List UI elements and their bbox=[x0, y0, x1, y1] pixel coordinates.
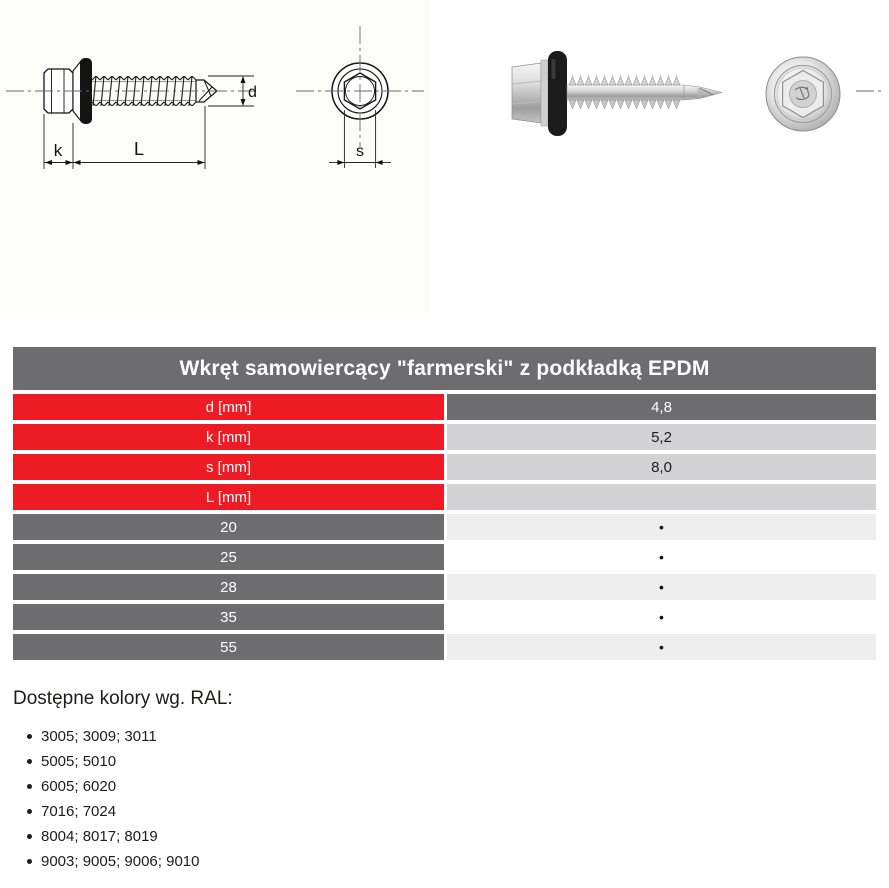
bullet-icon bbox=[27, 759, 32, 764]
spec-value-cell bbox=[447, 484, 876, 510]
colors-section bbox=[13, 688, 889, 871]
ral-codes: 6005; 6020 bbox=[41, 778, 117, 795]
ral-codes: 9003; 9005; 9006; 9010 bbox=[41, 853, 200, 870]
bullet-icon bbox=[27, 809, 32, 814]
availability-cell: • bbox=[447, 634, 876, 660]
length-row bbox=[13, 604, 876, 630]
spec-value-cell: 8,0 bbox=[447, 454, 876, 480]
availability-cell: • bbox=[447, 544, 876, 570]
length-label-cell: 35 bbox=[13, 604, 444, 630]
length-row bbox=[13, 514, 876, 540]
ral-colors-list bbox=[27, 728, 889, 871]
list-item bbox=[27, 753, 889, 771]
spec-value-cell: 5,2 bbox=[447, 424, 876, 450]
spec-row bbox=[13, 454, 876, 480]
spec-row bbox=[13, 484, 876, 510]
spec-row bbox=[13, 424, 876, 450]
spec-row bbox=[13, 394, 876, 420]
bullet-icon bbox=[27, 784, 32, 789]
list-item bbox=[27, 828, 889, 846]
availability-cell: • bbox=[447, 514, 876, 540]
bullet-icon bbox=[27, 734, 32, 739]
colors-heading: Dostępne kolory wg. RAL: bbox=[13, 688, 233, 709]
spec-label-cell: d [mm] bbox=[13, 394, 444, 420]
spec-label-cell: s [mm] bbox=[13, 454, 444, 480]
availability-cell: • bbox=[447, 574, 876, 600]
length-row bbox=[13, 574, 876, 600]
spec-label-cell: k [mm] bbox=[13, 424, 444, 450]
bullet-icon bbox=[27, 859, 32, 864]
availability-cell: • bbox=[447, 604, 876, 630]
length-label-cell: 55 bbox=[13, 634, 444, 660]
screw-photo-side bbox=[512, 51, 722, 136]
ral-codes: 8004; 8017; 8019 bbox=[41, 828, 158, 845]
ral-codes: 5005; 5010 bbox=[41, 753, 117, 770]
table-title: Wkręt samowiercący "farmerski" z podkładką EPDM bbox=[13, 347, 876, 390]
screw-photo-head-view bbox=[766, 57, 882, 131]
photo-epdm-washer bbox=[548, 51, 567, 136]
length-label-cell: 25 bbox=[13, 544, 444, 570]
ral-codes: 3005; 3009; 3011 bbox=[41, 728, 157, 745]
list-item bbox=[27, 728, 889, 746]
dim-label-d: d bbox=[248, 84, 257, 101]
spec-label-cell: L [mm] bbox=[13, 484, 444, 510]
list-item bbox=[27, 778, 889, 796]
figures-canvas bbox=[0, 0, 889, 335]
list-item bbox=[27, 853, 889, 871]
dim-label-k: k bbox=[53, 141, 63, 160]
ral-codes: 7016; 7024 bbox=[41, 803, 117, 820]
length-row bbox=[13, 544, 876, 570]
length-label-cell: 20 bbox=[13, 514, 444, 540]
length-row bbox=[13, 634, 876, 660]
dim-label-s: s bbox=[356, 143, 364, 160]
spec-table bbox=[13, 347, 876, 660]
list-item bbox=[27, 803, 889, 821]
bullet-icon bbox=[27, 834, 32, 839]
dim-label-L: L bbox=[133, 139, 145, 159]
length-label-cell: 28 bbox=[13, 574, 444, 600]
technical-drawing-side-view bbox=[0, 0, 430, 312]
spec-value-cell: 4,8 bbox=[447, 394, 876, 420]
product-figures bbox=[0, 0, 889, 347]
